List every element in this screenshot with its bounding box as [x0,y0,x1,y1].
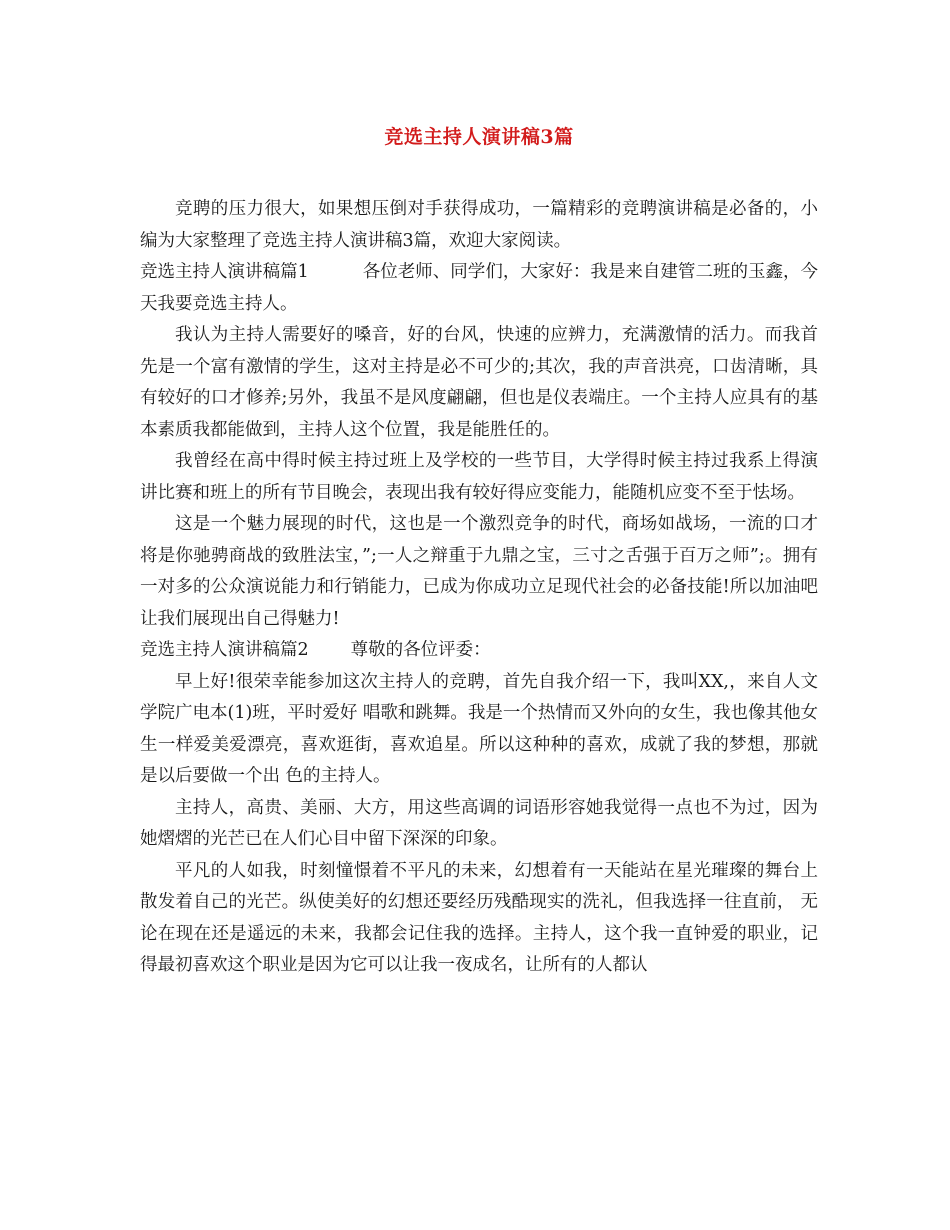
paragraph: 我曾经在高中得时候主持过班上及学校的一些节目，大学得时候主持过我系上得演讲比赛和班上的所有节目晚会，表现出我有较好得应变能力，能随机应变不至于怯场。 [140,451,818,503]
speech-1-label: 竞选主持人演讲稿篇1 [140,262,309,282]
paragraph: 早上好!很荣幸能参加这次主持人的竞聘，首先自我介绍一下，我叫XX,，来自人文学院广电本(1)班，平时爱好 唱歌和跳舞。我是一个热情而又外向的女生，我也像其他女生一样爱美爱漂亮，喜欢逛街，喜欢追星。所以这种种的喜欢，成就了我的梦想，那就是以后要做一个出 色的主持人。 [140,671,818,786]
document-body [140,194,818,982]
paragraph: 平凡的人如我，时刻憧憬着不平凡的未来，幻想着有一天能站在星光璀璨的舞台上散发着自己的光芒。纵使美好的幻想还要经历残酷现实的洗礼，但我选择一往直前， 无论在现在还是遥远的未来，我都会记住我的选择。主持人，这个我一直钟爱的职业，记得最初喜欢这个职业是因为它可以让我一夜成名，让所有的人都认 [140,860,818,975]
paragraph-speech-1-heading [140,257,818,320]
paragraph: 主持人，高贵、美丽、大方，用这些高调的词语形容她我觉得一点也不为过，因为她熠熠的光芒已在人们心目中留下深深的印象。 [140,797,818,849]
paragraph: 我认为主持人需要好的嗓音，好的台风，快速的应辨力，充满激情的活力。而我首先是一个富有激情的学生，这对主持是必不可少的;其次，我的声音洪亮，口齿清晰，具有较好的口才修养;另外，我虽不是风度翩翩，但也是仪表端庄。一个主持人应具有的基本素质我都能做到，主持人这个位置，我是能胜任的。 [140,325,818,440]
speech-2-label: 竞选主持人演讲稿篇2 [140,640,309,660]
paragraph-intro: 竞聘的压力很大，如果想压倒对手获得成功，一篇精彩的竞聘演讲稿是必备的，小编为大家整理了竞选主持人演讲稿3篇，欢迎大家阅读。 [140,199,818,251]
speech-2-greeting: 尊敬的各位评委： [350,640,491,660]
speech-1-greeting: 各位老师、同学们，大家好：我是来自建管二班的玉鑫，今天我要竞选主持人。 [140,262,818,314]
document-title: 竞选主持人演讲稿3篇 [384,126,574,148]
paragraph-speech-2-heading [140,635,818,667]
paragraph: 这是一个魅力展现的时代，这也是一个激烈竞争的时代，商场如战场，一流的口才将是你驰骋商战的致胜法宝，”;一人之辩重于九鼎之宝，三寸之舌强于百万之师”;。拥有一对多的公众演说能力和行销能力，已成为你成功立足现代社会的必备技能!所以加油吧让我们展现出自己得魅力! [140,514,818,629]
